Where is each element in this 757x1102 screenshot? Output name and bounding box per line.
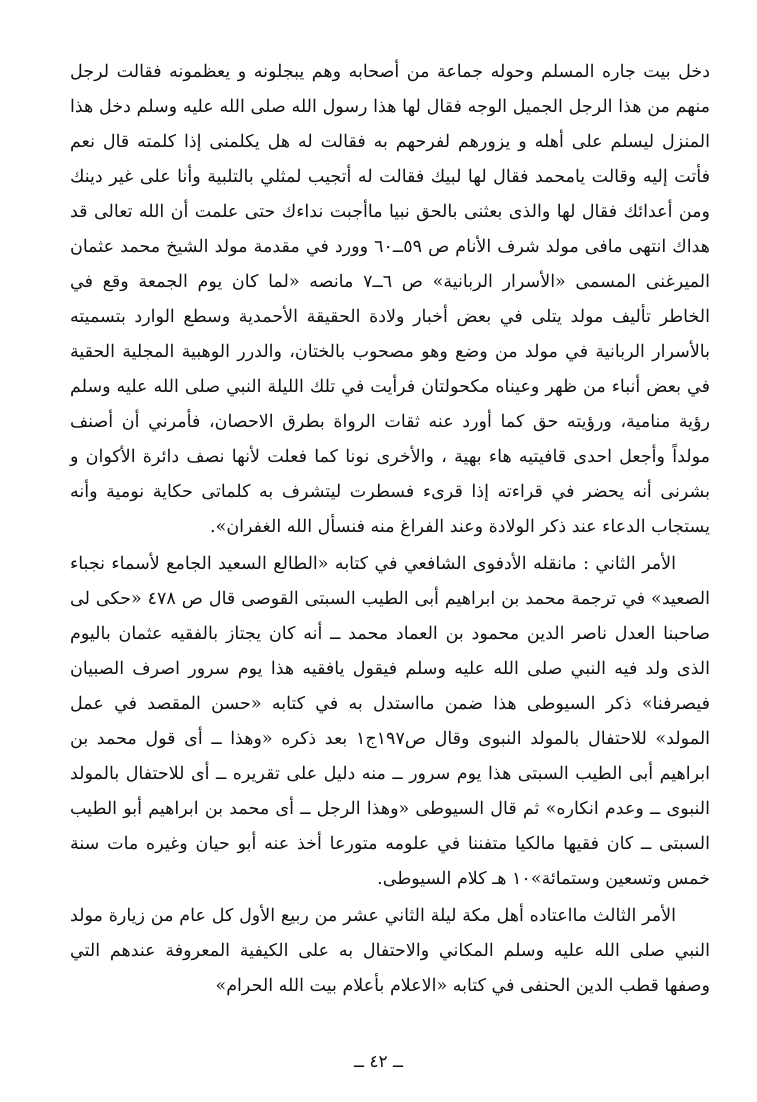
paragraph-third-matter: الأمر الثالث مااعتاده أهل مكة ليلة الثاني عشر من ربيع الأول كل عام من زيارة مولد النبي صلى الله عليه وسلم المكاني والاحتفال به على الكيفية المعروفة عندهم التي وصفها قطب الدين الحنفى في كتابه «الاعلام بأعلام بيت الله الحرام»	[70, 906, 710, 996]
page-number: ــ ٤٢ ــ	[353, 1052, 403, 1072]
paragraph-continuation: دخل بيت جاره المسلم وحوله جماعة من أصحابه وهم يبجلونه و يعظمونه فقالت لرجل منهم من هذا الرجل الجميل الوجه فقال لها هذا رسول الله صلى الله عليه وسلم دخل هذا المنزل ليسلم على أهله و يزورهم لفرحهم به فقالت له هل يكلمنى إذا كلمته قال نعم فأتت إليه وقالت يامحمد فقال لها لبيك فقالت له أتجيب لمثلي بالتلبية وأنا على غير دينك ومن أعدائك فقال لها والذى بعثنى بالحق نبيا ماأجبت نداءك حتى علمت أن الله تعالى قد هداك انتهى مافى مولد شرف الأنام ص ٥٩ــ٦٠ وورد في مقدمة مولد الشيخ محمد عثمان الميرغنى المسمى «الأسرار الربانية» ص ٦ــ٧ مانصه «لما كان يوم الجمعة وقع في الخاطر تأليف مولد يتلى في بعض أخبار ولادة الحقيقة الأحمدية وسطع الوارد بتسميته بالأسرار الربانية في مولد من وضع وهو مصحوب بالختان، والدرر الوهبية المجلية الحقية في بعض أنباء من ظهر وعيناه مكحولتان فرأيت في تلك الليلة النبي صلى الله عليه وسلم رؤية منامية، ورؤيته حق كما أورد عنه ثقات الرواة بطرق الاحصان، فأمرني أن أصنف مولداً وأجعل احدى قافيتيه هاء بهية ، والأخرى نونا كما فعلت لأنها نصف دائرة الأكوان و بشرنى أنه يحضر في قراءته إذا قرىء فسطرت ليتشرف به كلماتى حكاية نومية وأنه يستجاب الدعاء عند ذكر الولادة وعند الفراغ منه فنسأل الله الغفران».	[70, 62, 710, 537]
paragraph-second-matter: الأمر الثاني : مانقله الأدفوى الشافعي في كتابه «الطالع السعيد الجامع لأسماء نجباء الصعيد» في ترجمة محمد بن ابراهيم أبى الطيب السبتى القوصى قال ص ٤٧٨ «حكى لى صاحبنا العدل ناصر الدين محمود بن العماد محمد ــ أنه كان يجتاز بالفقيه عثمان باليوم الذى ولد فيه النبي صلى الله عليه وسلم فيقول يافقيه هذا يوم سرور اصرف الصبيان فيصرفنا» ذكر السيوطى هذا ضمن مااستدل به في كتابه «حسن المقصد في عمل المولد» للاحتفال بالمولد النبوى وقال ص١٩٧ج١ بعد ذكره «وهذا ــ أى قول محمد بن ابراهيم أبى الطيب السبتى هذا يوم سرور ــ منه دليل على تقريره ــ أى للاحتفال بالمولد النبوى ــ وعدم انكاره» ثم قال السيوطى «وهذا الرجل ــ أى محمد بن ابراهيم أبو الطيب السبتى ــ كان فقيها مالكيا متفننا في علومه متورعا أخذ عنه أبو حيان وغيره مات سنة خمس وتسعين وستمائة»١٠ هـ كلام السيوطى.	[70, 554, 711, 889]
body-text	[70, 55, 710, 1004]
